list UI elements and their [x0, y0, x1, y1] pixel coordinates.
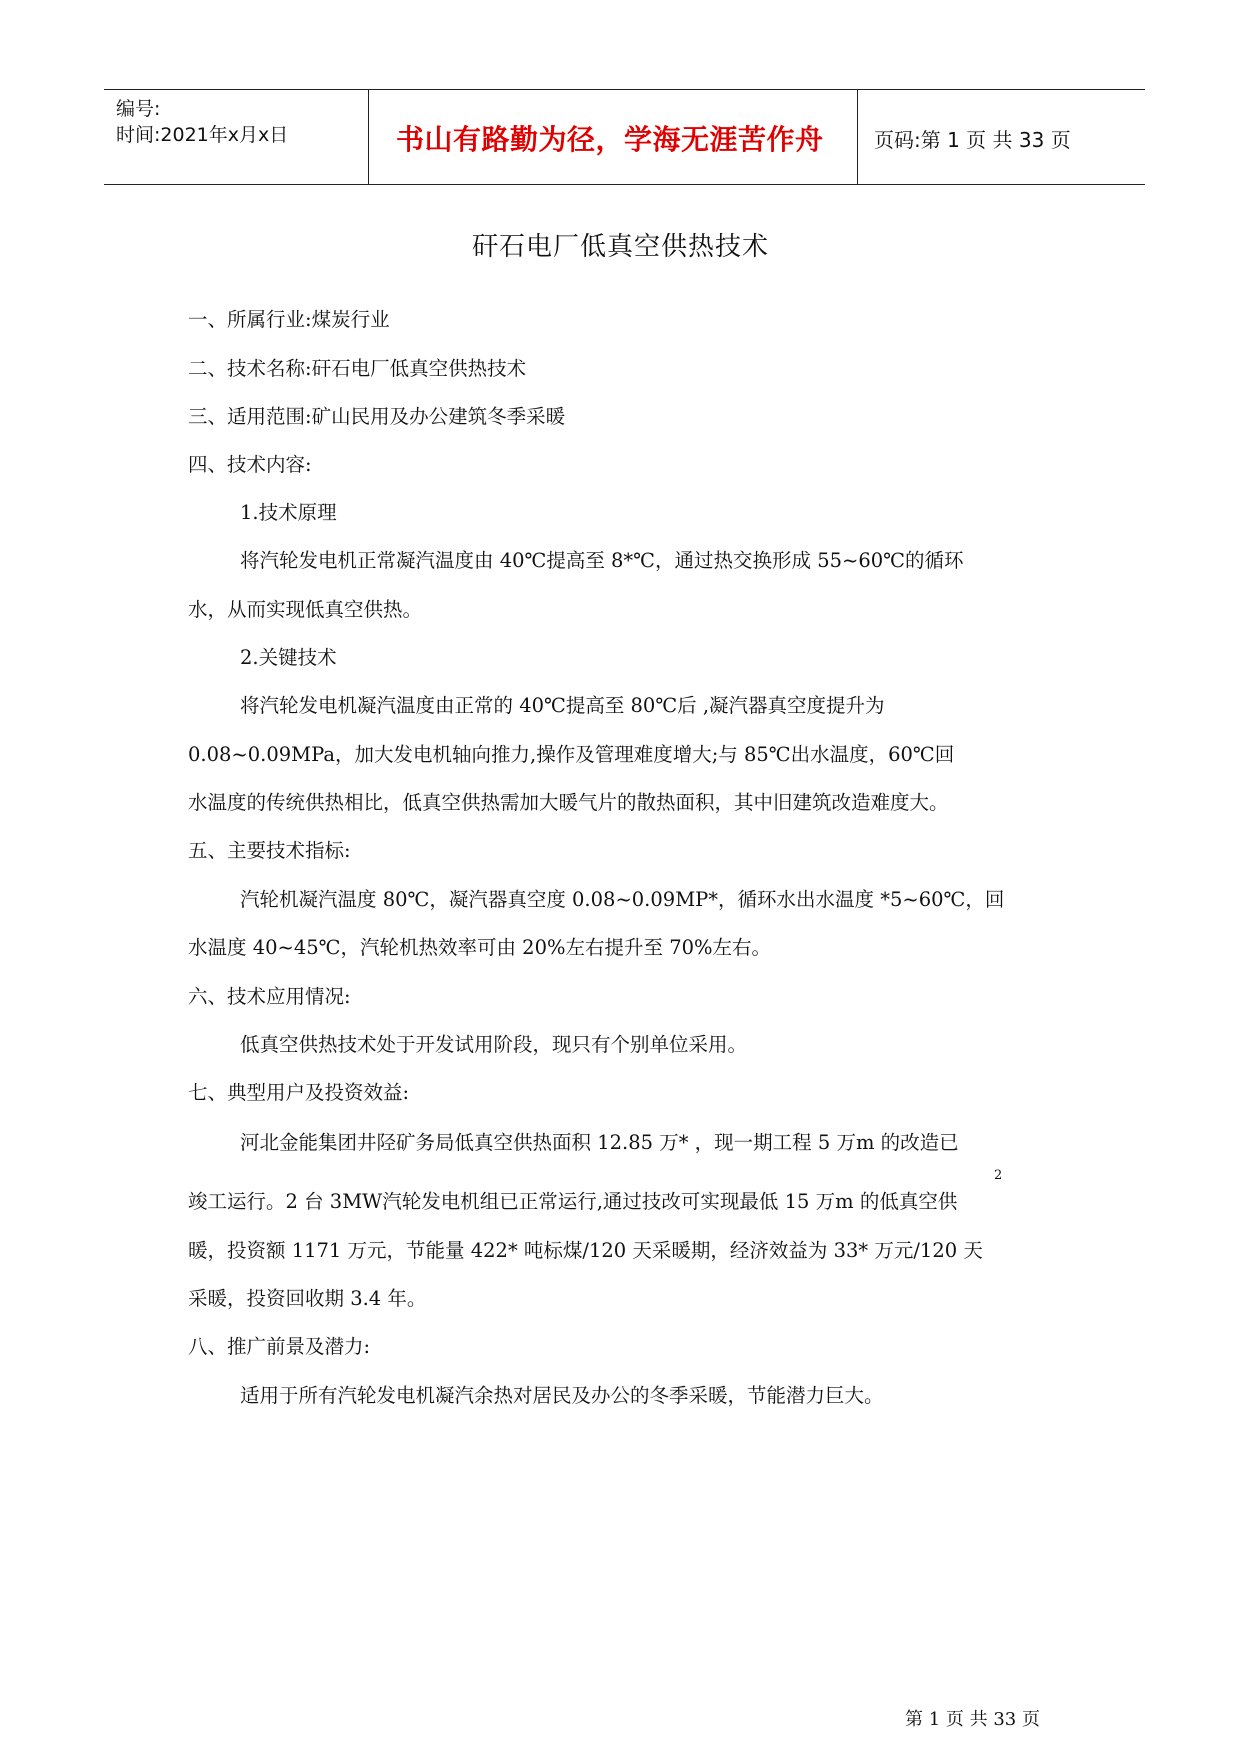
paragraph-line: 将汽轮发电机凝汽温度由正常的 40℃提高至 80℃后 ,凝汽器真空度提升为 [240, 694, 885, 717]
document-header [104, 89, 1145, 185]
page-footer: 第 1 页 共 33 页 [905, 1709, 1040, 1730]
paragraph-line: 适用于所有汽轮发电机凝汽余热对居民及办公的冬季采暖，节能潜力巨大。 [240, 1384, 884, 1407]
header-motto: 书山有路勤为径，学海无涯苦作舟 [396, 123, 824, 156]
paragraph-line: 河北金能集团井陉矿务局低真空供热面积 12.85 万* ，现一期工程 5 万m 的改造已 [240, 1131, 959, 1154]
paragraph-line: 0.08~0.09MPa，加大发电机轴向推力,操作及管理难度增大;与 85℃出水温度，60℃回 [188, 743, 955, 766]
paragraph-line: 水温度的传统供热相比，低真空供热需加大暖气片的散热面积，其中旧建筑改造难度大。 [188, 791, 949, 814]
header-page-code: 页码:第 1 页 共 33 页 [874, 128, 1071, 152]
subsection-heading: 2.关键技术 [240, 646, 337, 669]
paragraph-line: 采暖，投资回收期 3.4 年。 [188, 1287, 427, 1310]
number-label: 编号: [116, 98, 161, 120]
paragraph-line: 水，从而实现低真空供热。 [188, 598, 423, 621]
section-heading: 四、技术内容: [188, 453, 312, 476]
header-divider [857, 90, 858, 184]
section-heading: 二、技术名称:矸石电厂低真空供热技术 [188, 357, 527, 380]
section-heading: 一、所属行业:煤炭行业 [188, 308, 390, 331]
header-divider [368, 90, 369, 184]
section-heading: 七、典型用户及投资效益: [188, 1081, 410, 1104]
section-heading: 五、主要技术指标: [188, 839, 351, 862]
superscript: 2 [994, 1168, 1003, 1183]
paragraph-line: 低真空供热技术处于开发试用阶段，现只有个别单位采用。 [240, 1033, 748, 1056]
paragraph-line: 竣工运行。2 台 3MW汽轮发电机组已正常运行,通过技改可实现最低 15 万m 的低真空供 [188, 1190, 958, 1213]
paragraph-line: 汽轮机凝汽温度 80℃，凝汽器真空度 0.08~0.09MP*，循环水出水温度 *5~60℃，回 [240, 888, 1005, 911]
header-meta-cell [104, 90, 368, 184]
paragraph-line: 将汽轮发电机正常凝汽温度由 40℃提高至 8*℃，通过热交换形成 55~60℃的循环 [240, 549, 964, 572]
time-label: 时间:2021年x月x日 [116, 124, 289, 146]
section-heading: 三、适用范围:矿山民用及办公建筑冬季采暖 [188, 405, 566, 428]
subsection-heading: 1.技术原理 [240, 501, 337, 524]
section-heading: 六、技术应用情况: [188, 985, 351, 1008]
section-heading: 八、推广前景及潜力: [188, 1335, 371, 1358]
paragraph-line: 水温度 40~45℃，汽轮机热效率可由 20%左右提升至 70%左右。 [188, 936, 772, 959]
document-title: 矸石电厂低真空供热技术 [471, 232, 769, 262]
paragraph-line: 暖，投资额 1171 万元，节能量 422* 吨标煤/120 天采暖期，经济效益为 33* 万元/120 天 [188, 1239, 983, 1262]
